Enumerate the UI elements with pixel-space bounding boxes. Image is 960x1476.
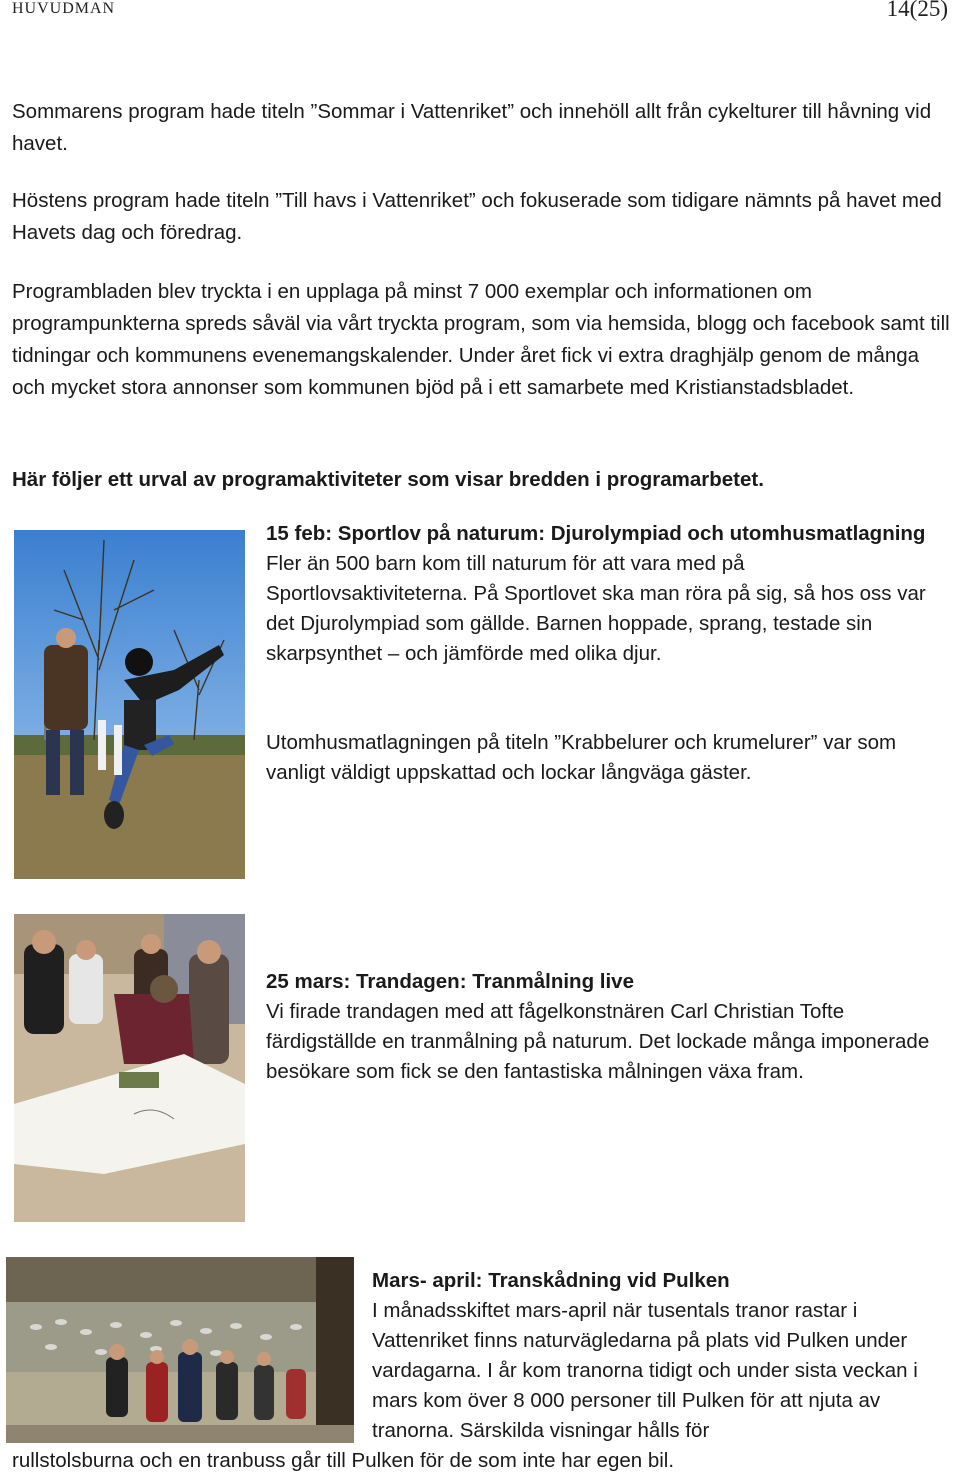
sportlov-photo [14, 530, 245, 879]
page-number: 14(25) [886, 0, 948, 21]
intro-paragraph-autumn: Höstens program hade titeln ”Till havs i Vattenriket” och fokuserade som tidigare nämnts på havet med Havets dag och föredrag. [12, 189, 942, 244]
intro-paragraph-selection: Här följer ett urval av programaktiviteter som visar bredden i programarbetet. [12, 468, 764, 491]
event-trandagen [266, 967, 946, 1087]
trandagen-photo [14, 914, 245, 1222]
event-pulken-title: Mars- april: Transkådning vid Pulken [372, 1269, 730, 1292]
event-sportlov [266, 519, 946, 669]
event-pulken-body: I månadsskiftet mars-april när tusentals tranor rastar i Vattenriket finns naturvägledarna på plats vid Pulken under vardagarna. I år kom tranorna tidigt och under sista veckan i mars kom över 8 000 personer till Pulken för att njuta av tranorna. Särskilda visningar hålls för [372, 1299, 918, 1442]
event-pulken-body-tail: rullstolsburna och en tranbuss går till Pulken för de som inte har egen bil. [12, 1449, 675, 1472]
event-sportlov-body: Fler än 500 barn kom till naturum för att vara med på Sportlovsaktiviteterna. På Sportlovet ska man röra på sig, så hos oss var det Djurolympiad som gällde. Barnen hoppade, sprang, testade sin skarpsynthet – och jämförde med olika djur. [266, 552, 926, 665]
event-trandagen-title: 25 mars: Trandagen: Tranmålning live [266, 970, 634, 993]
event-pulken [372, 1266, 947, 1446]
intro-paragraph-summer: Sommarens program hade titeln ”Sommar i Vattenriket” och innehöll allt från cykelturer till håvning vid havet. [12, 100, 932, 155]
event-trandagen-body: Vi firade trandagen med att fågelkonstnären Carl Christian Tofte färdigställde en tranmålning på naturum. Det lockade många imponerade besökare som fick se den fantastiska målningen växa fram. [266, 1000, 930, 1083]
intro-paragraph-program: Programbladen blev tryckta i en upplaga på minst 7 000 exemplar och informationen om programpunkterna spreds såväl via vårt tryckta program, som via hemsida, blogg och facebook samt till tidningar och kommunens evenemangskalender. Under året fick vi extra draghjälp genom de många och mycket stora annonser som kommunen bjöd på i ett samarbete med Kristianstadsbladet. [12, 280, 950, 399]
event-sportlov-title: 15 feb: Sportlov på naturum: Djurolympiad och utomhusmatlagning [266, 522, 926, 545]
header-org: HUVUDMAN [12, 0, 116, 17]
pulken-photo [6, 1257, 354, 1443]
event-sportlov-body2: Utomhusmatlagningen på titeln ”Krabbelurer och krumelurer” var som vanligt väldigt uppskattad och lockar långväga gäster. [266, 731, 897, 784]
